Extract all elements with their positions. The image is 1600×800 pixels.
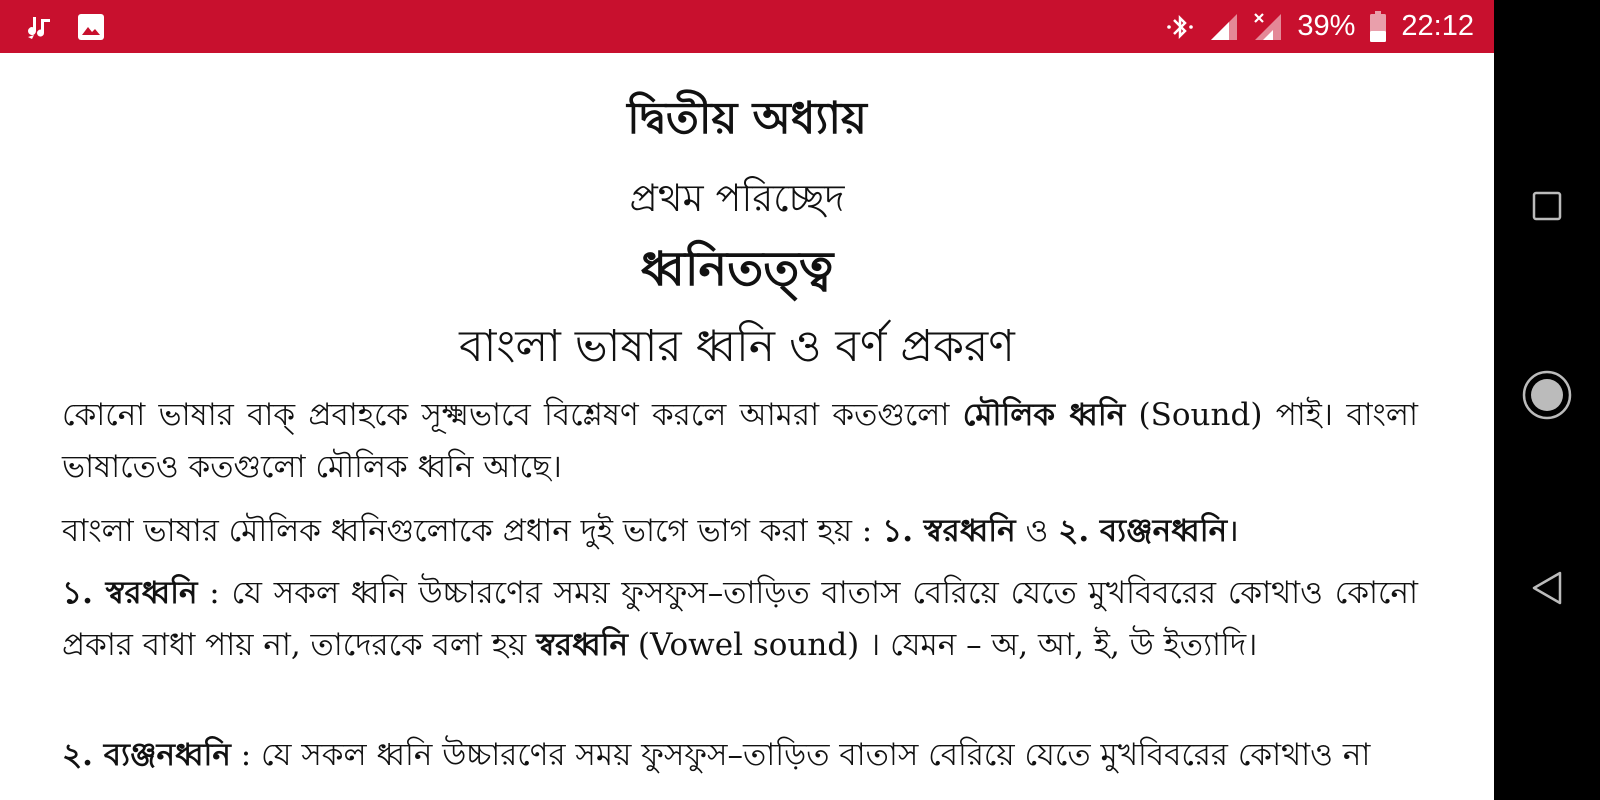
cell-signal-icon <box>1209 12 1239 42</box>
bluetooth-icon <box>1165 12 1195 42</box>
battery-percent: 39% <box>1297 10 1356 42</box>
bold-term: ২. ব্যঞ্জনধ্বনি <box>62 737 231 773</box>
bold-term: ২. ব্যঞ্জনধ্বনি <box>1058 513 1228 549</box>
paragraph-division <box>62 505 1418 557</box>
bold-term: ১. স্বরধ্বনি <box>882 513 1016 549</box>
paragraph-vowel <box>62 567 1418 671</box>
topic-title: ধ্বনিতত্ত্ব <box>640 241 834 297</box>
paragraph-intro <box>62 389 1418 493</box>
music-sync-icon <box>26 13 54 41</box>
paragraph-text: ও <box>1015 513 1059 549</box>
paragraph-text: : যে সকল ধ্বনি উচ্চারণের সময় ফুসফুস–তাড়িত বাতাস বেরিয়ে যেতে মুখবিবরের কোথাও কোনো প্রকার বাধা পায় না, তাদেরকে বলা হয় <box>62 575 1418 663</box>
section-title: প্রথম পরিচ্ছেদ <box>629 176 845 220</box>
no-signal-icon <box>1253 12 1283 42</box>
paragraph-text: কোনো ভাষার বাক্ প্রবাহকে সূক্ষ্মভাবে বিশ্লেষণ করলে আমরা কতগুলো <box>62 397 963 433</box>
navigation-bar <box>1494 0 1600 800</box>
back-triangle-icon <box>1530 570 1564 610</box>
status-bar <box>0 0 1494 53</box>
bold-term: ১. স্বরধ্বনি <box>62 575 198 611</box>
battery-icon <box>1369 11 1387 43</box>
paragraph-text: : যে সকল ধ্বনি উচ্চারণের সময় ফুসফুস–তাড়িত বাতাস বেরিয়ে যেতে মুখবিবরের কোথাও না <box>230 737 1371 773</box>
paragraph-text: (Sound) পাই। বাংলা ভাষাতেও কতগুলো মৌলিক ধ্বনি আছে। <box>62 397 1418 485</box>
subtopic-title: বাংলা ভাষার ধ্বনি ও বর্ণ প্রকরণ <box>459 321 1015 372</box>
paragraph-consonant <box>62 729 1418 781</box>
home-button[interactable] <box>1517 367 1577 427</box>
paragraph-text: (Vowel sound) । যেমন – অ, আ, ই, উ ইত্যাদি। <box>628 627 1258 663</box>
recents-square-icon <box>1531 190 1563 226</box>
clock: 22:12 <box>1401 10 1474 42</box>
recents-button[interactable] <box>1517 178 1577 238</box>
home-circle-icon <box>1521 369 1573 425</box>
image-icon <box>76 12 106 42</box>
bold-term: মৌলিক ধ্বনি <box>962 397 1126 433</box>
paragraph-text: । <box>1227 513 1239 549</box>
document-view[interactable] <box>0 53 1494 800</box>
chapter-title: দ্বিতীয় অধ্যায় <box>627 93 867 144</box>
bold-term: স্বরধ্বনি <box>536 627 629 663</box>
paragraph-text: বাংলা ভাষার মৌলিক ধ্বনিগুলোকে প্রধান দুই ভাগে ভাগ করা হয় : <box>62 513 883 549</box>
back-button[interactable] <box>1517 560 1577 620</box>
